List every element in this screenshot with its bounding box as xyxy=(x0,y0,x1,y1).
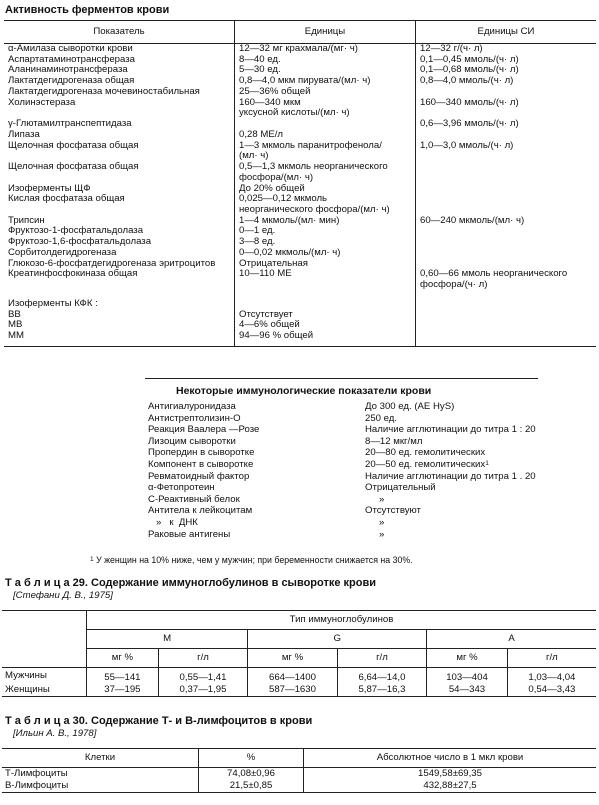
table-row xyxy=(2,768,596,781)
value-cell: 54—343 xyxy=(427,684,508,697)
value-cell: 55—141 xyxy=(87,668,159,685)
units-cell: 25—36% общей xyxy=(235,87,416,98)
si-units-cell: 1,0—3,0 ммоль/(ч· л) xyxy=(420,139,514,151)
si-units-cell xyxy=(416,226,597,237)
value-cell: 0,54—3,43 xyxy=(507,684,596,697)
units-cell: 1—4 мкмоль/(мл· мин) xyxy=(235,216,416,227)
ig-type-row xyxy=(2,630,596,649)
ig-unit: мг % xyxy=(248,649,337,668)
lymph-header-absolute: Абсолютное число в 1 мкл крови xyxy=(304,749,596,768)
si-units-cell: 0,60—66 ммоль неорганического фосфора/(ч· л) xyxy=(420,268,568,291)
header-indicator: Показатель xyxy=(4,21,235,44)
footnote-mark: 1 xyxy=(90,556,94,563)
units-cell: Отсутствует xyxy=(235,310,416,321)
si-units-cell xyxy=(416,291,597,299)
indicator-cell: Изоферменты КФК : xyxy=(8,297,98,309)
indicator-cell: Щелочная фосфатаза общая xyxy=(8,139,139,151)
indicator-cell: Аланинаминотрансфераза xyxy=(8,64,128,76)
si-units-cell: 12—32 г/(ч· л) xyxy=(420,43,483,54)
ig-type-g: G xyxy=(248,630,427,649)
immuno-indicator: » к ДНК xyxy=(148,516,198,528)
indicator-cell: Креатинфосфокиназа общая xyxy=(8,268,138,280)
lymph-header-cells: Клетки xyxy=(2,749,199,768)
units-cell: 0—1 ед. xyxy=(235,226,416,237)
indicator-cell: МВ xyxy=(8,319,23,331)
immuno-value: До 300 ед. (АЕ HyS) xyxy=(365,401,455,412)
ig-group-header: Тип иммуноглобулинов xyxy=(87,611,597,630)
section-divider xyxy=(145,378,538,379)
value-cell: 0,55—1,41 xyxy=(158,668,247,685)
immunoglobulin-table xyxy=(2,610,596,697)
indicator-cell: Кислая фосфатаза общая xyxy=(8,193,125,205)
indicator-cell: γ-Глютамилтранспептидаза xyxy=(8,118,132,130)
immuno-indicator: Пропердин в сыворотке xyxy=(148,447,255,459)
lymph-header-row xyxy=(2,749,596,768)
table-row xyxy=(4,269,596,290)
immuno-indicator: Лизоцим сыворотки xyxy=(148,435,236,447)
list-item xyxy=(148,530,536,542)
table30-source: [Ильин А. В., 1978] xyxy=(13,728,97,739)
si-units-cell: 0,6—3,96 ммоль/(ч· л) xyxy=(420,118,519,130)
indicator-cell: Глюкозо-6-фосфатдегидрогеназа эритроцитов xyxy=(8,257,216,269)
table29-source: [Стефани Д. В., 1975] xyxy=(13,590,113,601)
immuno-value: » xyxy=(379,516,385,528)
footnote-ref: 1 xyxy=(485,459,489,467)
row-label: Мужчины xyxy=(5,669,47,681)
enzyme-table xyxy=(4,20,596,347)
value-cell: 5,87—16,3 xyxy=(337,684,426,697)
ig-type-a: А xyxy=(427,630,596,649)
row-label: В-Лимфоциты xyxy=(2,780,199,793)
header-units: Единицы xyxy=(235,21,416,44)
enzyme-table-body xyxy=(4,44,596,347)
immuno-value: » xyxy=(379,493,385,505)
units-cell xyxy=(235,299,416,310)
units-cell: 94—96 % общей xyxy=(235,331,416,346)
units-cell: До 20% общей xyxy=(235,184,416,195)
enzyme-table-header xyxy=(4,21,596,44)
si-units-cell: 60—240 мкмоль/(мл· ч) xyxy=(420,214,525,226)
units-cell: 5—30 ед. xyxy=(235,65,416,76)
si-units-cell xyxy=(416,310,597,321)
immuno-indicator: С-Реактивный белок xyxy=(148,493,240,505)
immuno-indicator: Раковые антигены xyxy=(148,528,231,540)
si-units-cell xyxy=(416,248,597,259)
immuno-indicator: Компонент в сыворотке xyxy=(148,458,254,470)
table-row xyxy=(4,299,596,310)
list-item xyxy=(148,483,536,495)
table-row xyxy=(4,130,596,141)
table-row xyxy=(4,194,596,215)
table-row xyxy=(4,331,596,346)
indicator-cell: Лактатдегидрогеназа мочевиностабильная xyxy=(8,85,200,97)
list-item xyxy=(148,506,536,518)
indicator-cell: Фруктозо-1,6-фосфатальдолаза xyxy=(8,236,152,248)
value-cell: 21,5±0,85 xyxy=(199,780,304,793)
si-units-cell xyxy=(416,184,597,195)
si-units-cell xyxy=(416,130,597,141)
ig-unit: г/л xyxy=(158,649,247,668)
value-cell: 6,64—14,0 xyxy=(337,668,426,685)
row-label: Женщины xyxy=(2,684,87,697)
units-cell: 1—3 мкмоль паранитрофенола/ (мл· ч) xyxy=(235,141,416,162)
si-units-cell xyxy=(416,299,597,310)
units-cell: 0,025—0,12 мкмоль неорганического фосфора/(мл· ч) xyxy=(235,194,416,215)
table-row xyxy=(4,162,596,183)
immuno-indicator: Антистрептолизин-О xyxy=(148,412,241,424)
immuno-indicator: Антитела к лейкоцитам xyxy=(148,505,253,517)
immuno-value: 8—12 мкг/мл xyxy=(365,435,423,447)
immuno-value: 20—50 ед. гемолитических$^1$ xyxy=(365,458,489,470)
ig-unit: г/л xyxy=(337,649,426,668)
units-cell: 4—6% общей xyxy=(235,320,416,331)
row-label: Т-Лимфоциты xyxy=(5,767,68,779)
indicator-cell: Аспартатаминотрансфераза xyxy=(8,53,135,65)
immuno-value: Наличие агглютинации до титра 1 : 20 xyxy=(365,424,536,436)
list-item xyxy=(148,460,536,472)
immuno-indicator: α-Фетопротеин xyxy=(148,482,215,494)
si-units-cell xyxy=(416,237,597,248)
table-row xyxy=(2,668,596,685)
indicator-cell: Сорбитолдегидрогеназа xyxy=(8,246,117,258)
immuno-indicator: Ревматоидный фактор xyxy=(148,470,250,482)
value-cell: 74,08±0,96 xyxy=(199,768,304,781)
immuno-title: Некоторые иммунологические показатели крови xyxy=(176,385,432,397)
immuno-indicator: Антигиалуронидаза xyxy=(148,401,236,412)
si-units-cell xyxy=(416,320,597,331)
immuno-value: Отрицательный xyxy=(365,482,436,494)
immuno-indicator: Реакция Ваалера —Розе xyxy=(148,424,260,436)
units-cell: 8—40 ед. xyxy=(235,55,416,66)
lymphocyte-table xyxy=(2,748,596,793)
units-cell xyxy=(235,291,416,299)
ig-unit: мг % xyxy=(87,649,159,668)
header-si-units: Единицы СИ xyxy=(416,21,597,44)
units-cell: 12—32 мг крахмала/(мг· ч) xyxy=(235,44,416,55)
value-cell: 37—195 xyxy=(87,684,159,697)
value-cell: 0,37—1,95 xyxy=(158,684,247,697)
table-row xyxy=(4,119,596,130)
si-units-cell: 0,8—4,0 ммоль/(ч· л) xyxy=(420,75,514,87)
immuno-table xyxy=(148,402,536,541)
si-units-cell: 160—340 ммоль/(ч· л) xyxy=(420,96,519,108)
si-units-cell xyxy=(416,194,597,215)
units-cell: 10—110 МЕ xyxy=(235,269,416,290)
immuno-value: Наличие агглютинации до титра 1 . 20 xyxy=(365,470,536,482)
list-item xyxy=(148,518,536,530)
immuno-value: Отсутствуют xyxy=(365,505,421,517)
ig-type-m: М xyxy=(87,630,248,649)
units-cell: 0,8—4,0 мкм пирувата/(мл· ч) xyxy=(235,76,416,87)
table30-title: Т а б л и ц а 30. Содержание Т- и В-лимфоцитов в крови xyxy=(5,715,313,727)
indicator-cell: Щелочная фосфатаза общая xyxy=(8,161,139,173)
immuno-value: 20—80 ед. гемолитических xyxy=(365,447,486,459)
units-cell: 0,5—1,3 мкмоль неорганического фосфора/(мл· ч) xyxy=(235,162,416,183)
indicator-cell: Изоферменты ЩФ xyxy=(8,182,91,194)
units-cell: Отрицательная xyxy=(235,259,416,270)
list-item xyxy=(148,402,536,414)
indicator-cell: Лактатдегидрогеназа общая xyxy=(8,75,135,87)
lymph-header-percent: % xyxy=(199,749,304,768)
table-row xyxy=(4,141,596,162)
si-units-cell xyxy=(416,331,597,346)
si-units-cell: 0,1—0,45 ммоль/(ч· л) xyxy=(420,53,519,65)
ig-unit: мг % xyxy=(427,649,508,668)
table29-title: Т а б л и ц а 29. Содержание иммуноглобулинов в сыворотке крови xyxy=(5,577,376,589)
indicator-cell: Холинэстераза xyxy=(8,96,76,108)
table-row xyxy=(4,98,596,119)
value-cell: 432,88±27,5 xyxy=(304,780,596,793)
value-cell: 1,03—4,04 xyxy=(507,668,596,685)
table-row xyxy=(2,684,596,697)
table-row xyxy=(4,310,596,321)
indicator-cell: ММ xyxy=(4,331,235,346)
units-cell: 0—0,02 мкмоль/(мл· ч) xyxy=(235,248,416,259)
indicator-cell: Трипсин xyxy=(8,214,45,226)
immuno-value: » xyxy=(379,528,385,540)
footnote-text: У женщин на 10% ниже, чем у мужчин; при беременности снижается на 30%. xyxy=(96,555,413,565)
ig-group-header-row xyxy=(2,611,596,630)
indicator-cell: α-Амилаза сыворотки крови xyxy=(8,43,133,54)
footnote xyxy=(90,556,413,566)
indicator-cell: Фруктозо-1-фосфатальдолаза xyxy=(8,225,144,237)
units-cell: 0,28 МЕ/л xyxy=(235,130,416,141)
section-title: Активность ферментов крови xyxy=(5,4,170,16)
value-cell: 664—1400 xyxy=(248,668,337,685)
units-cell: 160—340 мкм уксусной кислоты/(мл· ч) xyxy=(235,98,416,119)
immuno-value: 250 ед. xyxy=(365,412,398,424)
si-units-cell xyxy=(416,162,597,183)
value-cell: 103—404 xyxy=(427,668,508,685)
table-row xyxy=(2,780,596,793)
value-cell: 1549,58±69,35 xyxy=(304,768,596,781)
ig-unit: г/л xyxy=(507,649,596,668)
units-cell: 3—8 ед. xyxy=(235,237,416,248)
value-cell: 587—1630 xyxy=(248,684,337,697)
indicator-cell: ВВ xyxy=(8,308,21,320)
indicator-cell: Липаза xyxy=(8,128,40,140)
si-units-cell: 0,1—0,68 ммоль/(ч· л) xyxy=(420,64,519,76)
ig-units-row xyxy=(2,649,596,668)
